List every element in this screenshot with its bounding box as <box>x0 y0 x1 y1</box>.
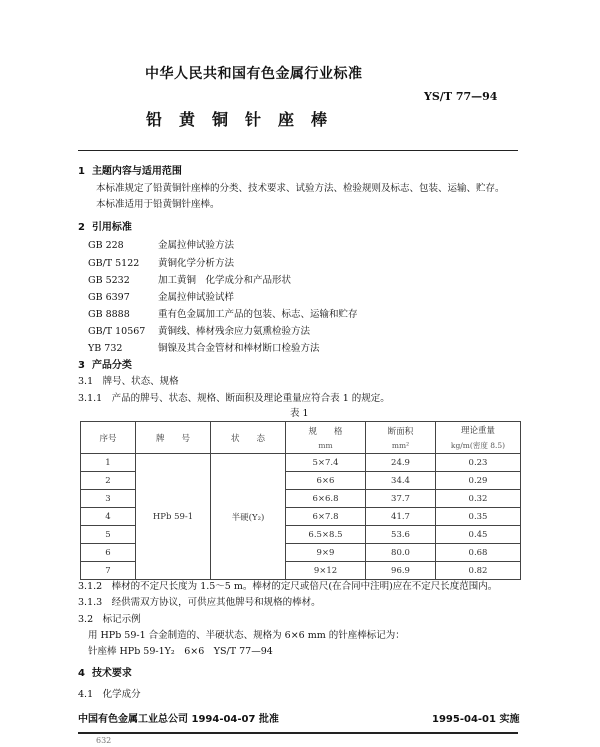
section-1-number: 1 <box>78 166 85 177</box>
clause-3-1: 3.1 牌号、状态、规格 <box>78 376 179 387</box>
cell-weight: 0.82 <box>436 562 521 580</box>
section-1-heading <box>78 162 182 177</box>
reference-name: 黄铜线、棒材残余应力氨熏检验方法 <box>158 326 311 337</box>
reference-item <box>88 289 234 303</box>
cell-weight: 0.23 <box>436 454 521 472</box>
section-1-paragraph-1: 本标准规定了铅黄铜针座棒的分类、技术要求、试验方法、检验规则及标志、包装、运输、贮存。 <box>96 183 505 194</box>
cell-weight: 0.35 <box>436 508 521 526</box>
cell-spec: 6×6 <box>286 472 366 490</box>
reference-item <box>88 306 358 320</box>
cell-area: 53.6 <box>366 526 436 544</box>
standard-code: YS/T 77—94 <box>424 90 498 103</box>
cell-weight: 0.29 <box>436 472 521 490</box>
header-weight-label: 理论重量 <box>460 426 495 436</box>
cell-seq: 1 <box>81 454 136 472</box>
cell-area: 24.9 <box>366 454 436 472</box>
header-weight <box>436 422 521 454</box>
cell-seq: 3 <box>81 490 136 508</box>
reference-item <box>88 340 320 354</box>
cell-spec: 9×12 <box>286 562 366 580</box>
reference-code: GB 5232 <box>88 275 130 286</box>
reference-item <box>88 237 234 251</box>
header-area-label: 断面积 <box>387 427 414 437</box>
section-4-heading <box>78 664 132 679</box>
clause-3-1-1: 3.1.1 产品的牌号、状态、规格、断面积及理论重量应符合表 1 的规定。 <box>78 393 390 404</box>
section-1-title: 主题内容与适用范围 <box>91 166 182 177</box>
reference-name: 加工黄铜 化学成分和产品形状 <box>158 275 292 286</box>
reference-code: GB 8888 <box>88 309 130 320</box>
header-spec-label: 规 格 <box>308 427 343 437</box>
cell-grade: HPb 59-1 <box>136 454 211 580</box>
cell-area: 96.9 <box>366 562 436 580</box>
section-1-paragraph-2: 本标准适用于铅黄铜针座棒。 <box>96 199 220 210</box>
cell-weight: 0.32 <box>436 490 521 508</box>
reference-item <box>88 255 234 269</box>
page-number: 632 <box>96 736 112 745</box>
cell-weight: 0.45 <box>436 526 521 544</box>
reference-name: 铜镍及其合金管材和棒材断口检验方法 <box>158 343 320 354</box>
reference-code: GB 228 <box>88 240 124 251</box>
reference-name: 金属拉伸试验试样 <box>158 292 235 303</box>
clause-3-1-3: 3.1.3 经供需双方协议，可供应其他牌号和规格的棒材。 <box>78 597 321 608</box>
cell-area: 80.0 <box>366 544 436 562</box>
reference-item <box>88 272 291 286</box>
cell-spec: 6.5×8.5 <box>286 526 366 544</box>
table-1 <box>80 421 521 580</box>
cell-spec: 5×7.4 <box>286 454 366 472</box>
clause-3-2-paragraph: 用 HPb 59-1 合金制造的、半硬状态、规格为 6×6 mm 的针座棒标记为： <box>88 630 405 641</box>
section-2-title: 引用标准 <box>91 222 132 233</box>
cell-state: 半硬(Y₂) <box>211 454 286 580</box>
header-spec-unit: mm <box>318 441 333 450</box>
header-area-unit: mm² <box>391 441 410 450</box>
section-4-title: 技术要求 <box>91 668 132 679</box>
cell-spec: 6×7.8 <box>286 508 366 526</box>
cell-spec: 6×6.8 <box>286 490 366 508</box>
section-3-heading <box>78 356 132 371</box>
reference-code: GB 6397 <box>88 292 130 303</box>
implementation-date: 1995-04-01 实施 <box>432 714 520 725</box>
section-3-number: 3 <box>78 360 85 371</box>
table-row <box>81 454 521 472</box>
cell-seq: 2 <box>81 472 136 490</box>
reference-name: 重有色金属加工产品的包装、标志、运输和贮存 <box>158 309 358 320</box>
header-divider <box>78 150 518 151</box>
header-area <box>366 422 436 454</box>
section-3-title: 产品分类 <box>91 360 132 371</box>
cell-area: 34.4 <box>366 472 436 490</box>
reference-code: YB 732 <box>88 343 123 354</box>
approval-line: 中国有色金属工业总公司 1994-04-07 批准 <box>78 714 279 725</box>
cell-spec: 9×9 <box>286 544 366 562</box>
section-4-number: 4 <box>78 668 85 679</box>
reference-code: GB/T 5122 <box>88 258 140 269</box>
table-header-row <box>81 422 521 454</box>
document-title: 铅黄铜针座棒 <box>146 110 345 129</box>
clause-3-2: 3.2 标记示例 <box>78 614 141 625</box>
section-2-number: 2 <box>78 222 85 233</box>
table-caption: 表 1 <box>290 408 309 419</box>
cell-weight: 0.68 <box>436 544 521 562</box>
header-seq: 序号 <box>81 422 136 454</box>
header-weight-unit: kg/m(密度 8.5) <box>450 441 506 450</box>
footer-divider <box>78 732 518 734</box>
cell-area: 41.7 <box>366 508 436 526</box>
header-grade: 牌 号 <box>136 422 211 454</box>
reference-name: 金属拉伸试验方法 <box>158 240 235 251</box>
reference-name: 黄铜化学分析方法 <box>158 258 235 269</box>
cell-seq: 4 <box>81 508 136 526</box>
cell-seq: 5 <box>81 526 136 544</box>
clause-3-1-2: 3.1.2 棒材的不定尺长度为 1.5～5 m。棒材的定尺或倍尺(在合同中注明)应在不定尺长度范围内。 <box>78 581 498 592</box>
section-2-heading <box>78 218 132 233</box>
issuing-organization: 中华人民共和国有色金属行业标准 <box>145 66 363 82</box>
cell-area: 37.7 <box>366 490 436 508</box>
marking-example: 针座棒 HPb 59-1Y₂ 6×6 YS/T 77—94 <box>88 646 273 657</box>
header-spec <box>286 422 366 454</box>
clause-4-1: 4.1 化学成分 <box>78 689 141 700</box>
cell-seq: 6 <box>81 544 136 562</box>
header-state: 状 态 <box>211 422 286 454</box>
cell-seq: 7 <box>81 562 136 580</box>
reference-code: GB/T 10567 <box>88 326 146 337</box>
reference-item <box>88 323 310 337</box>
